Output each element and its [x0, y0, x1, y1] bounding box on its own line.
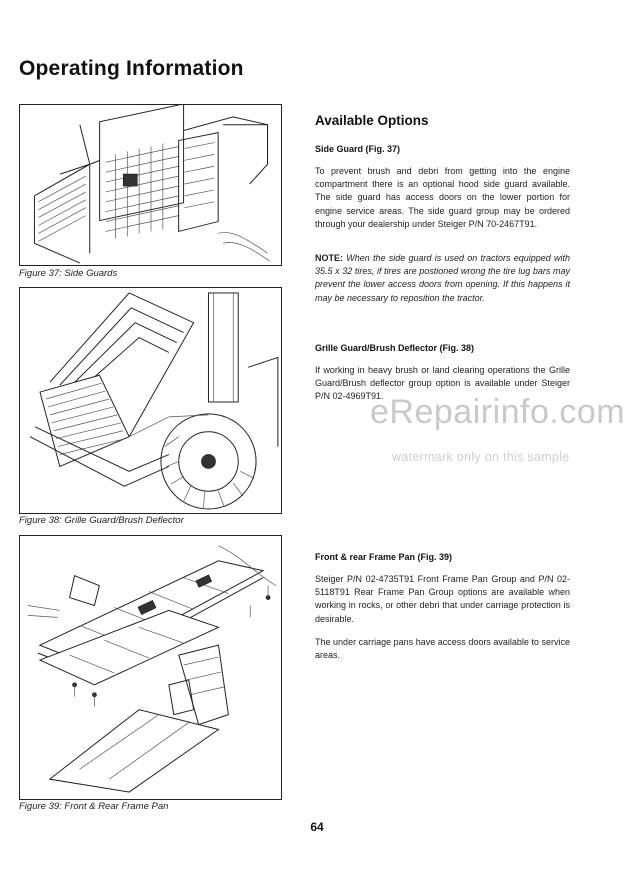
- frame-pan-body-2: The under carriage pans have access doors available to service areas.: [315, 637, 570, 661]
- page-number: 64: [310, 820, 324, 834]
- grille-guard-title: Grille Guard/Brush Deflector (Fig. 38): [315, 343, 475, 353]
- grille-guard-illustration: [20, 288, 281, 513]
- figure-37: [19, 104, 282, 266]
- figure-39-caption: Figure 39: Front & Rear Frame Pan: [19, 801, 169, 812]
- figure-38: [19, 287, 282, 514]
- side-guards-illustration: [20, 105, 281, 265]
- figure-37-caption: Figure 37: Side Guards: [19, 268, 118, 279]
- figure-38-caption: Figure 38: Grille Guard/Brush Deflector: [19, 515, 184, 526]
- watermark-sub: watermark only on this sample: [392, 450, 570, 464]
- side-guard-note: [315, 252, 570, 305]
- side-guard-body: To prevent brush and debri from getting into the engine compartment there is an optional hood side guard available. The side guard has access doors on the lower portion for engine service areas. The side guard group may be ordered through your dealership under Steiger P/N 70-2467T91.: [315, 166, 570, 229]
- grille-guard-body: If working in heavy brush or land clearing operations the Grille Guard/Brush deflector group option is available under Steiger P/N 02-4969T91.: [315, 365, 570, 402]
- note-text: When the side guard is used on tractors equipped with 35.5 x 32 tires, if tires are postioned wrong the tire lug bars may prevent the lower access doors from opening. If this happens it may be necessary to reposition the tractor.: [315, 253, 570, 303]
- page-title: Operating Information: [19, 57, 244, 80]
- note-label: NOTE:: [315, 253, 343, 263]
- frame-pan-body-1: Steiger P/N 02-4735T91 Front Frame Pan Group and P/N 02-5118T91 Rear Frame Pan Group options are available when working in rocks, or other debri that under carriage protection is desirable.: [315, 574, 570, 624]
- section-heading: Available Options: [315, 113, 429, 128]
- frame-pan-illustration: [20, 536, 281, 799]
- watermark-main: eRepairinfo.com: [370, 393, 626, 431]
- side-guard-title: Side Guard (Fig. 37): [315, 144, 401, 154]
- frame-pan-title: Front & rear Frame Pan (Fig. 39): [315, 552, 453, 562]
- figure-39: [19, 535, 282, 800]
